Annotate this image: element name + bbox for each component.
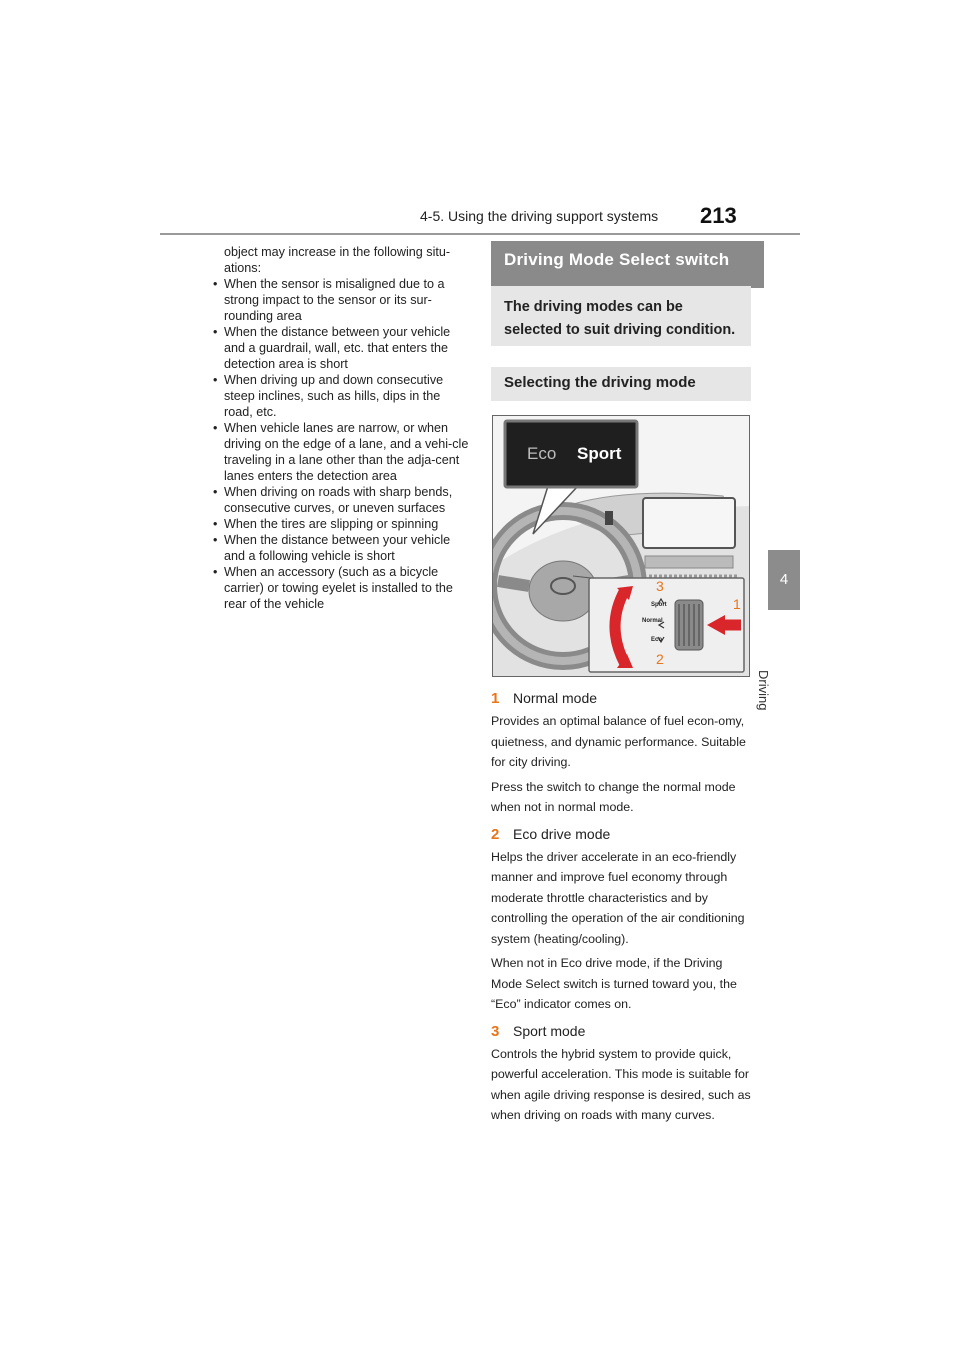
header-rule	[160, 233, 800, 235]
dial-sport-label: Sport	[651, 602, 667, 608]
mode-list	[491, 682, 753, 1130]
list-item: • When the distance between your vehicle and a following vehicle is short	[211, 532, 471, 564]
list-item: • When the distance between your vehicle and a guardrail, wall, etc. that enters the detection area is short	[211, 324, 471, 372]
dial-eco-label: Eco	[651, 637, 663, 643]
condition-list	[211, 276, 471, 612]
chapter-tab-label: Driving	[756, 670, 771, 711]
dial-normal-label: Normal	[642, 618, 663, 624]
left-intro-text: object may increase in the following situ-ations:	[224, 245, 451, 275]
callout-number-3: 3	[656, 578, 664, 594]
air-vent	[645, 556, 733, 568]
mode-item-eco	[491, 823, 753, 1015]
mode-item-normal	[491, 687, 753, 818]
driving-mode-switch-illustration	[492, 415, 750, 677]
mode-description: Helps the driver accelerate in an eco-friendly manner and improve fuel economy through moderate throttle characteristics and by controlling the operation of the air conditioning system (heating/cooling).	[491, 849, 745, 946]
display-sport-label: Sport	[577, 444, 622, 463]
mode-title: Eco drive mode	[513, 825, 611, 842]
section-intro-box: The driving modes can be selected to suit driving condition.	[491, 286, 751, 346]
list-item: • When driving up and down consecutive steep inclines, such as hills, dips in the road, etc.	[211, 372, 471, 420]
mode-description: Controls the hybrid system to provide quick, powerful acceleration. This mode is suitable for when agile driving response is desired, such as when driving on roads with many curves.	[491, 1046, 751, 1122]
mode-description: When not in Eco drive mode, if the Driving Mode Select switch is turned toward you, the “Eco” indicator comes on.	[491, 956, 737, 1011]
mode-description: Provides an optimal balance of fuel econ-omy, quietness, and dynamic performance. Suitable for city driving.	[491, 714, 746, 769]
callout-number-1: 1	[733, 596, 741, 612]
chapter-tab: 4	[768, 550, 800, 610]
page-number: 213	[700, 203, 737, 228]
center-display	[643, 498, 735, 548]
list-item: • When vehicle lanes are narrow, or when driving on the edge of a lane, and a vehi-cle traveling in a lane other than the adja-cent lanes enters the detection area	[211, 420, 471, 484]
list-item: • When the tires are slipping or spinning	[211, 516, 471, 532]
mode-item-sport	[491, 1020, 753, 1126]
list-item: • When an accessory (such as a bicycle carrier) or towing eyelet is installed to the rear of the vehicle	[211, 564, 471, 612]
callout-number-2: 2	[656, 651, 664, 667]
steering-wheel-hub	[529, 561, 597, 621]
list-item: • When driving on roads with sharp bends, consecutive curves, or uneven surfaces	[211, 484, 471, 516]
display-eco-label: Eco	[527, 444, 557, 463]
section-heading: Driving Mode Select switch	[491, 241, 764, 288]
left-column	[211, 244, 471, 612]
list-item: • When the sensor is misaligned due to a strong impact to the sensor or its sur-rounding area	[211, 276, 471, 324]
mode-switch-knob	[605, 511, 613, 525]
mode-number: 3	[491, 1022, 500, 1040]
mode-title: Normal mode	[513, 690, 598, 706]
subsection-heading: Selecting the driving mode	[491, 367, 751, 401]
mode-description: Press the switch to change the normal mode when not in normal mode.	[491, 779, 736, 814]
mode-title: Sport mode	[513, 1022, 586, 1039]
mode-number: 1	[491, 690, 500, 707]
mode-number: 2	[491, 825, 500, 843]
running-header-title: 4-5. Using the driving support systems	[420, 208, 659, 224]
